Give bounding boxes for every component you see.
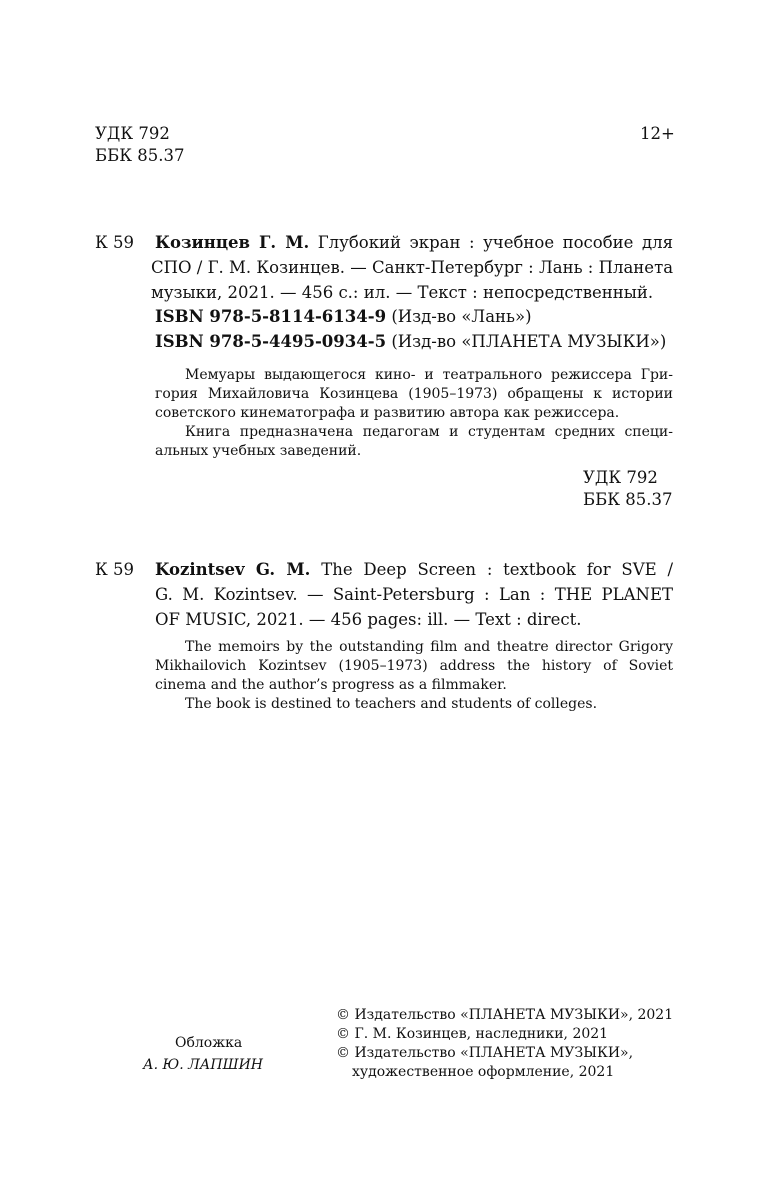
header-bbk: ББК 85.37 <box>95 146 185 165</box>
header-udk: УДК 792 <box>95 124 170 143</box>
en-catalog-code: К 59 <box>95 560 135 579</box>
en-author: Kozintsev G. M. <box>155 560 311 579</box>
copyright-line: © Г. М. Козинцев, наследники, 2021 <box>336 1026 609 1042</box>
cover-label: Обложка <box>175 1035 243 1051</box>
ru-record-line-2: СПО / Г. М. Козинцев. — Санкт-Петербург : Лань : Планета <box>151 258 674 277</box>
ru-abstract-line: советского кинематографа и развитию автора как режиссера. <box>155 405 620 421</box>
en-abstract-line: cinema and the author’s progress as a filmmaker. <box>155 677 507 693</box>
age-rating: 12+ <box>640 124 675 143</box>
ru-audience-line: Книга предназначена педагогам и студентам средних специ- <box>185 424 673 440</box>
ru-udk: УДК 792 <box>583 468 658 487</box>
isbn-planet-of-music: ISBN 978-5-4495-0934-5 (Изд-во «ПЛАНЕТА МУЗЫКИ») <box>155 332 667 351</box>
ru-abstract-line: гория Михайловича Козинцева (1905–1973) обращены к истории <box>155 386 673 402</box>
copyright-line: © Издательство «ПЛАНЕТА МУЗЫКИ», <box>336 1045 634 1061</box>
en-record-line-2: G. M. Kozintsev. — Saint-Petersburg : Lan : THE PLANET <box>155 585 673 604</box>
isbn-lan: ISBN 978-5-8114-6134-9 (Изд-во «Лань») <box>155 307 532 326</box>
ru-catalog-code: К 59 <box>95 233 135 252</box>
copyright-line: художественное оформление, 2021 <box>352 1064 615 1080</box>
ru-abstract <box>155 366 673 461</box>
ru-bbk: ББК 85.37 <box>583 490 673 509</box>
en-record-line-1: Kozintsev G. M. The Deep Screen : textbook for SVE / <box>155 560 674 579</box>
en-bibliographic-record <box>155 557 673 632</box>
cover-artist: А. Ю. ЛАПШИН <box>143 1057 263 1073</box>
en-audience-line: The book is destined to teachers and students of colleges. <box>185 696 598 712</box>
en-abstract <box>155 638 673 714</box>
ru-record-line-3: музыки, 2021. — 456 с.: ил. — Текст : непосредственный. <box>151 283 654 302</box>
ru-isbn-block <box>155 304 673 354</box>
ru-bibliographic-record <box>151 230 674 305</box>
ru-record-line-1: Козинцев Г. М. Глубокий экран : учебное пособие для <box>155 233 673 252</box>
en-abstract-line: The memoirs by the outstanding film and theatre director Grigory <box>185 639 673 655</box>
ru-abstract-line: Мемуары выдающегося кино- и театрального режиссера Гри- <box>185 367 673 383</box>
copyright-block <box>336 1006 676 1082</box>
ru-audience-line: альных учебных заведений. <box>155 443 362 459</box>
en-record-line-3: OF MUSIC, 2021. — 456 pages: ill. — Text : direct. <box>155 610 582 629</box>
ru-author: Козинцев Г. М. <box>155 233 310 252</box>
en-abstract-line: Mikhailovich Kozintsev (1905–1973) address the history of Soviet <box>155 658 673 674</box>
copyright-line: © Издательство «ПЛАНЕТА МУЗЫКИ», 2021 <box>336 1007 674 1023</box>
